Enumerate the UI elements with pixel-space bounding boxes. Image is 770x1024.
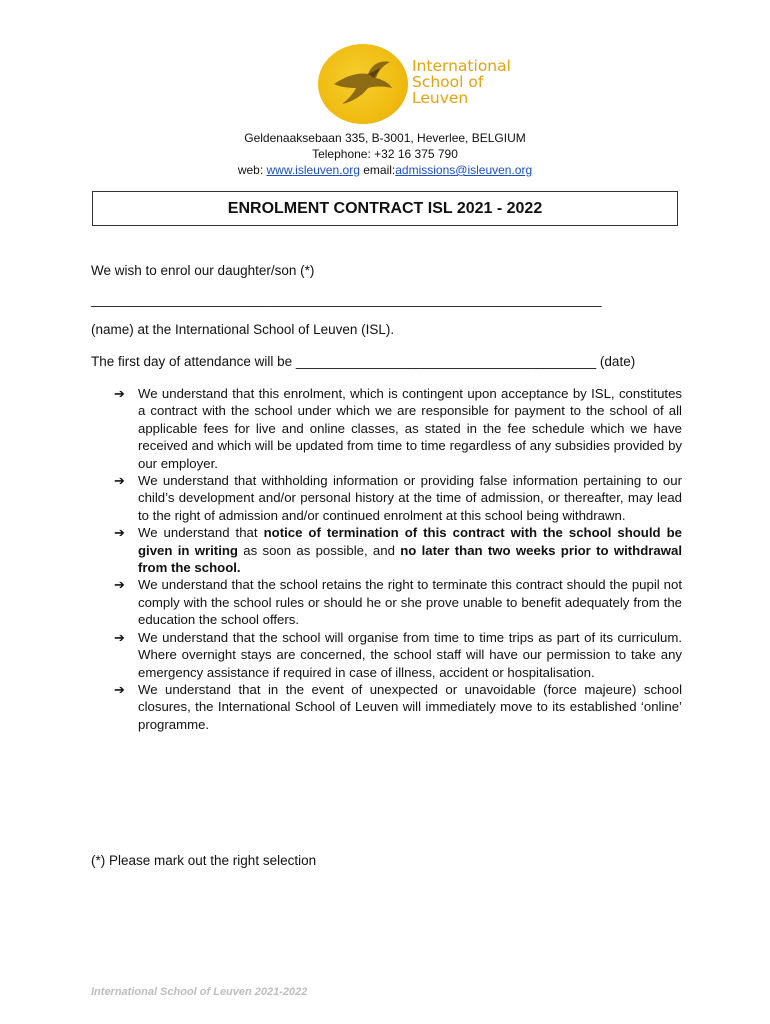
clause-bold-text: notice of termination of this contract with the school should be given in writing <box>138 525 682 558</box>
clause-text: We understand that withholding information or providing false information pertaining to our child’s development and/or personal history at the time of admission, or thereafter, may lead to the right of admission and/or continued enrolment at this school being withdrawn. <box>138 473 682 523</box>
clause-text-part: We understand that <box>138 525 264 541</box>
arrow-right-icon: ➔ <box>114 577 126 593</box>
contact-block <box>0 130 770 178</box>
name-line-text: (name) at the International School of Leuven (ISL). <box>91 322 395 337</box>
list-item <box>114 524 682 576</box>
arrow-right-icon: ➔ <box>114 386 126 401</box>
logo-line-3: Leuven <box>412 89 469 107</box>
clause-text: We understand that this enrolment, which is contingent upon acceptance by ISL, constitutes a contract with the school under which we are responsible for payment to the school of all applicable fees for live and online classes, as stated in the fee schedule which we have received and which will be updated from time to time regardless of any subsidies provided by our employer. <box>138 386 682 471</box>
page-title: ENROLMENT CONTRACT ISL 2021 - 2022 <box>92 191 678 226</box>
arrow-right-icon: ➔ <box>114 681 126 697</box>
website-link[interactable]: www.isleuven.org <box>266 163 360 177</box>
clauses-list <box>114 385 682 733</box>
web-label: web: <box>237 163 267 177</box>
list-item <box>114 681 682 733</box>
arrow-right-icon: ➔ <box>114 629 126 645</box>
logo-line-2: School of <box>412 73 484 91</box>
page-footer: International School of Leuven 2021-2022 <box>91 986 308 998</box>
footnote: (*) Please mark out the right selection <box>91 853 317 868</box>
clause-text: We understand that in the event of unexpected or unavoidable (force majeure) school closures, the International School of Leuven will immediately move to its established ‘online’ programme. <box>138 681 682 732</box>
list-item <box>114 629 682 681</box>
list-item <box>114 472 682 524</box>
clause-text-part: as soon as possible, and <box>237 542 401 558</box>
bird-emblem-icon <box>318 44 408 124</box>
list-item <box>114 576 682 628</box>
email-link[interactable]: admissions@isleuven.org <box>395 163 533 177</box>
list-item <box>114 385 682 472</box>
clause-bold-text: no later than two weeks prior to withdrawal from the school. <box>138 542 682 576</box>
name-blank-line: ____________________________________________________________________ <box>91 292 602 307</box>
clause-text: We understand that the school retains the right to terminate this contract should the pupil not comply with the school rules or should he or she prove unable to benefit adequately from the education the school offers. <box>138 577 682 628</box>
attendance-line: The first day of attendance will be ________________________________________ (date) <box>91 354 636 369</box>
logo-text <box>412 58 511 106</box>
telephone: Telephone: +32 16 375 790 <box>312 147 458 161</box>
address: Geldenaaksebaan 335, B-3001, Heverlee, BELGIUM <box>244 131 526 145</box>
intro-text: We wish to enrol our daughter/son (*) <box>91 263 315 278</box>
arrow-right-icon: ➔ <box>114 473 126 489</box>
logo-line-1: International <box>412 57 511 75</box>
email-label: email: <box>359 163 396 177</box>
school-logo <box>318 44 518 124</box>
clause-text: We understand that the school will organise from time to time trips as part of its curriculum. Where overnight stays are concerned, the school staff will have our permission to take any emergency assistance if required in case of illness, accident or hospitalisation. <box>138 629 682 680</box>
web-email-line <box>0 162 770 178</box>
arrow-right-icon: ➔ <box>114 525 126 541</box>
